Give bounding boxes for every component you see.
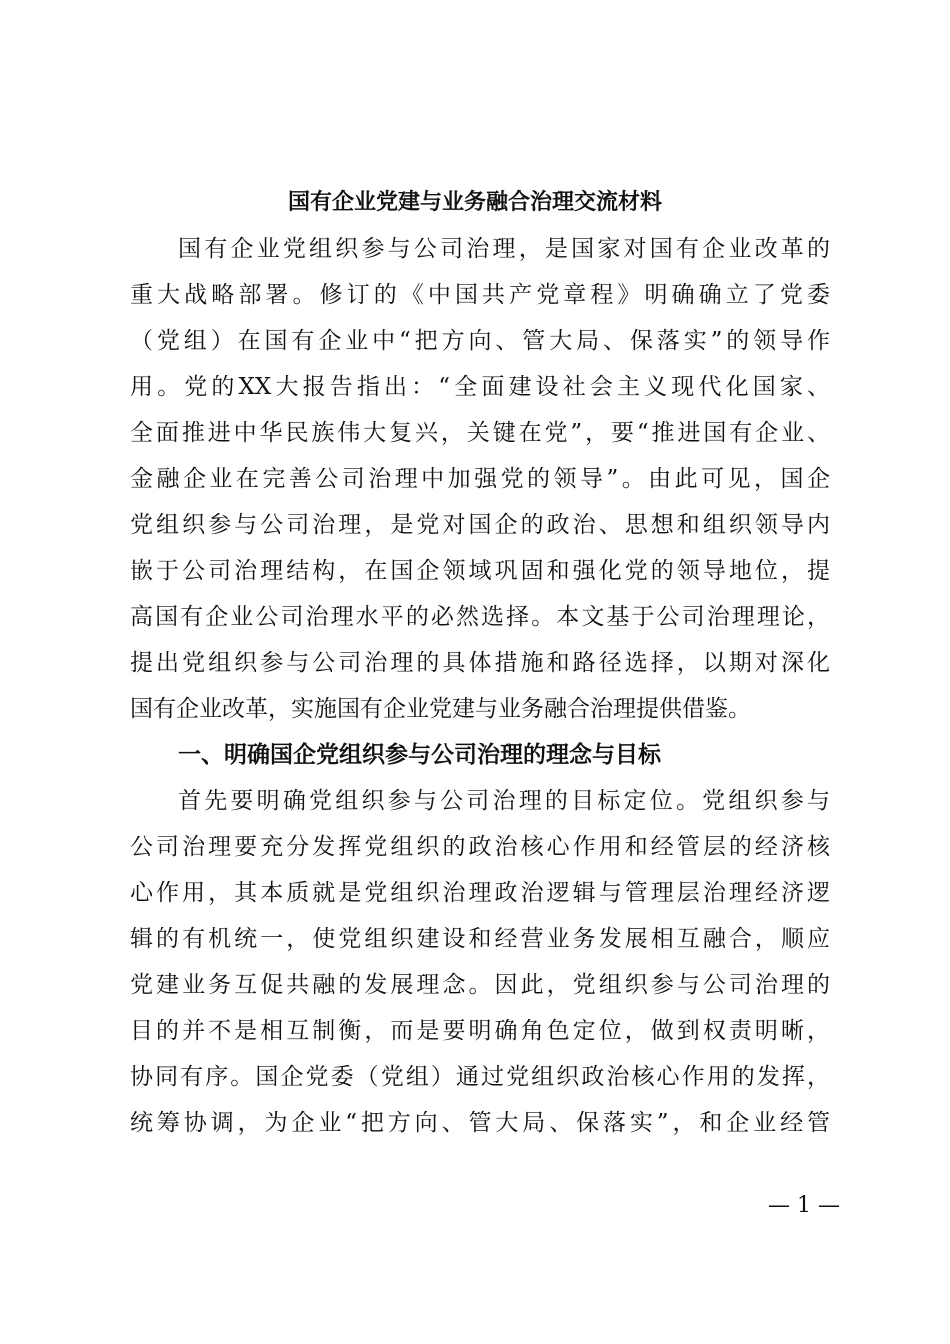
paragraph-line: （党组）在国有企业中“把方向、管大局、保落实”的领导作 — [130, 328, 830, 354]
paragraph-line: 辑的有机统一，使党组织建设和经营业务发展相互融合，顺应 — [130, 926, 830, 952]
paragraph-line: 党组织参与公司治理，是党对国企的政治、思想和组织领导内 — [130, 512, 830, 538]
paragraph-line: 公司治理要充分发挥党组织的政治核心作用和经管层的经济核 — [130, 834, 830, 860]
paragraph-line: 金融企业在完善公司治理中加强党的领导”。由此可见，国企 — [130, 466, 830, 492]
paragraph-line: 提出党组织参与公司治理的具体措施和路径选择，以期对深化 — [130, 650, 830, 676]
paragraph-line: 嵌于公司治理结构，在国企领域巩固和强化党的领导地位，提 — [130, 558, 830, 584]
paragraph-line: 重大战略部署。修订的《中国共产党章程》明确确立了党委 — [130, 282, 830, 308]
page-number: — 1 — — [768, 1193, 840, 1218]
paragraph-line: 全面推进中华民族伟大复兴，关键在党”，要“推进国有企业、 — [130, 420, 830, 446]
paragraph-line: 首先要明确党组织参与公司治理的目标定位。党组织参与 — [178, 788, 830, 814]
paragraph-line: 国有企业党组织参与公司治理，是国家对国有企业改革的 — [178, 236, 830, 262]
paragraph-line: 心作用，其本质就是党组织治理政治逻辑与管理层治理经济逻 — [130, 880, 830, 906]
paragraph-line: 目的并不是相互制衡，而是要明确角色定位，做到权责明晰， — [130, 1018, 830, 1044]
paragraph-line: 用。党的XX大报告指出：“全面建设社会主义现代化国家、 — [130, 374, 830, 400]
paragraph-line: 统筹协调，为企业“把方向、管大局、保落实”，和企业经管 — [130, 1110, 830, 1136]
document-title: 国有企业党建与业务融合治理交流材料 — [287, 189, 662, 215]
paragraph-line: 党建业务互促共融的发展理念。因此，党组织参与公司治理的 — [130, 972, 830, 998]
section-heading: 一、明确国企党组织参与公司治理的理念与目标 — [178, 742, 661, 768]
paragraph-line: 高国有企业公司治理水平的必然选择。本文基于公司治理理论， — [130, 604, 830, 630]
paragraph-line: 协同有序。国企党委（党组）通过党组织政治核心作用的发挥， — [130, 1064, 830, 1090]
paragraph-line: 国有企业改革，实施国有企业党建与业务融合治理提供借鉴。 — [130, 696, 751, 722]
